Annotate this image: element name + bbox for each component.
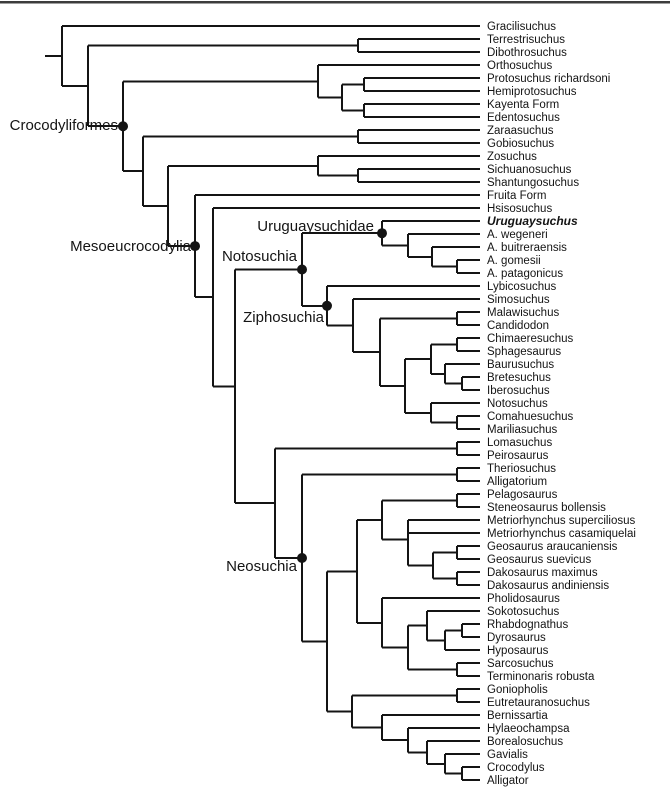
clade-label: Crocodyliformes: [9, 117, 118, 134]
leaf-label: Bretesuchus: [487, 372, 551, 384]
leaf-label: Shantungosuchus: [487, 177, 580, 189]
leaf-label: Gracilisuchus: [487, 21, 557, 33]
leaf-label: A. buitreraensis: [487, 242, 567, 254]
leaf-label: Simosuchus: [487, 294, 550, 306]
leaf-label: Sokotosuchus: [487, 606, 560, 618]
leaf-label: Sichuanosuchus: [487, 164, 572, 176]
leaf-label: Hyposaurus: [487, 645, 549, 657]
leaf-label: Edentosuchus: [487, 112, 560, 124]
leaf-label: Mariliasuchus: [487, 424, 558, 436]
node-dot: [297, 553, 307, 563]
leaf-label: Rhabdognathus: [487, 619, 569, 631]
leaf-label: Geosaurus suevicus: [487, 554, 592, 566]
leaf-label: Eutretauranosuchus: [487, 697, 590, 709]
leaf-label: Goniopholis: [487, 684, 548, 696]
leaf-label: Alligator: [487, 775, 529, 787]
node-dot: [190, 241, 200, 251]
leaf-label: Sarcosuchus: [487, 658, 554, 670]
leaf-label: Pholidosaurus: [487, 593, 560, 605]
node-dot: [118, 121, 128, 131]
leaf-label: Dyrosaurus: [487, 632, 546, 644]
leaf-label: Protosuchus richardsoni: [487, 73, 611, 85]
leaf-label: Chimaeresuchus: [487, 333, 574, 345]
clade-label: Ziphosuchia: [243, 309, 324, 326]
leaf-label: Baurusuchus: [487, 359, 555, 371]
leaf-label: Lomasuchus: [487, 437, 553, 449]
leaf-label: Comahuesuchus: [487, 411, 574, 423]
leaf-label: Dibothrosuchus: [487, 47, 567, 59]
clade-label: Uruguaysuchidae: [257, 218, 374, 235]
leaf-label: Dakosaurus maximus: [487, 567, 598, 579]
leaf-label: Terrestrisuchus: [487, 34, 565, 46]
clade-label: Notosuchia: [221, 248, 297, 265]
leaf-label: Theriosuchus: [487, 463, 557, 475]
node-dot: [377, 228, 387, 238]
leaf-label: Crocodylus: [487, 762, 545, 774]
leaf-label: Iberosuchus: [487, 385, 550, 397]
leaf-label: Metriorhynchus superciliosus: [487, 515, 636, 527]
leaf-label: A. wegeneri: [487, 229, 548, 241]
leaf-label: Malawisuchus: [487, 307, 560, 319]
leaf-label: Steneosaurus bollensis: [487, 502, 606, 514]
leaf-label: Fruita Form: [487, 190, 547, 202]
leaf-label: Geosaurus araucaniensis: [487, 541, 618, 553]
leaf-label: Zosuchus: [487, 151, 537, 163]
leaf-label: Orthosuchus: [487, 60, 553, 72]
leaf-label: Zaraasuchus: [487, 125, 554, 137]
leaf-label: Lybicosuchus: [487, 281, 557, 293]
leaf-label: Terminonaris robusta: [487, 671, 595, 683]
leaf-label: Candidodon: [487, 320, 550, 332]
leaf-label: Peirosaurus: [487, 450, 549, 462]
leaf-label: Pelagosaurus: [487, 489, 558, 501]
leaf-label: A. patagonicus: [487, 268, 564, 280]
leaf-label: Notosuchus: [487, 398, 548, 410]
leaf-label: Sphagesaurus: [487, 346, 562, 358]
leaf-label: A. gomesii: [487, 255, 541, 267]
leaf-label: Borealosuchus: [487, 736, 564, 748]
leaf-label: Gobiosuchus: [487, 138, 555, 150]
leaf-label: Hsisosuchus: [487, 203, 553, 215]
node-dot: [297, 264, 307, 274]
leaf-label: Bernissartia: [487, 710, 548, 722]
leaf-label: Metriorhynchus casamiquelai: [487, 528, 636, 540]
leaf-label: Alligatorium: [487, 476, 548, 488]
clade-label: Mesoeucrocodylia: [70, 238, 191, 255]
leaf-label: Hylaeochampsa: [487, 723, 570, 735]
leaf-label: Dakosaurus andiniensis: [487, 580, 610, 592]
leaf-label: Hemiprotosuchus: [487, 86, 577, 98]
leaf-label: Uruguaysuchus: [487, 214, 578, 228]
clade-label: Neosuchia: [226, 558, 297, 575]
leaf-label: Kayenta Form: [487, 99, 560, 111]
leaf-label: Gavialis: [487, 749, 528, 761]
